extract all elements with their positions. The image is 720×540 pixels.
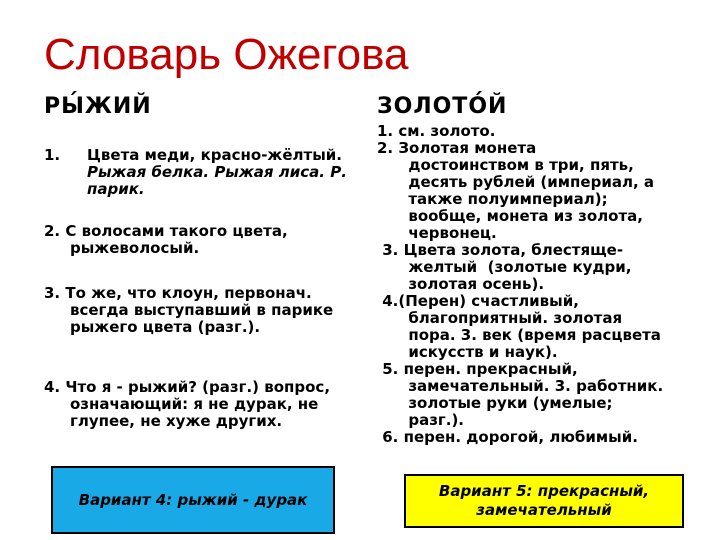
- right-line: желтый (золотые кудри,: [377, 258, 632, 276]
- variant4-label: Вариант 4: рыжий - дурак: [78, 491, 308, 509]
- right-line: искусств и наук).: [377, 343, 558, 361]
- left-item1-number: 1.: [44, 146, 61, 164]
- variant4-box: [51, 466, 335, 534]
- right-line: пора. 3. век (время расцвета: [377, 326, 661, 344]
- right-line: разг.).: [377, 411, 464, 429]
- right-line: 3. Цвета золота, блестяще-: [377, 241, 624, 259]
- variant5-label-line1: Вариант 5: прекрасный,: [438, 482, 650, 500]
- right-line: 2. Золотая монета: [377, 139, 537, 157]
- left-item1-plain: Цвета меди, красно-жёлтый.: [87, 146, 342, 164]
- left-item2: 2. С волосами такого цвета, рыжеволосый.: [44, 222, 288, 257]
- right-line: золотые руки (умелые;: [377, 394, 613, 412]
- right-heading: ЗОЛОТО́Й: [377, 94, 508, 119]
- left-item3: 3. То же, что клоун, первонач. всегда выступавший в парике рыжего цвета (разг.).: [44, 284, 334, 336]
- right-line: благоприятный. золотая: [377, 309, 623, 327]
- right-line: 5. перен. прекрасный,: [377, 360, 578, 378]
- left-heading: РЫ́ЖИЙ: [44, 94, 152, 119]
- right-line: замечательный. 3. работник.: [377, 377, 664, 395]
- variant5-label-line2: замечательный: [476, 501, 612, 519]
- page-title: Словарь Ожегова: [44, 30, 409, 79]
- left-item1: [87, 147, 347, 198]
- right-line: достоинством в три, пять,: [377, 156, 634, 174]
- right-definitions: [377, 123, 707, 446]
- right-line: золотая осень).: [377, 275, 545, 293]
- left-item4: 4. Что я - рыжий? (разг.) вопрос, означающий: я не дурак, не глупее, не хуже других.: [44, 378, 331, 430]
- right-line: 1. см. золото.: [377, 122, 496, 140]
- right-line: вообще, монета из золота,: [377, 207, 644, 225]
- variant5-box: [404, 474, 684, 528]
- right-line: червонец.: [377, 224, 497, 242]
- right-line: также полуимпериал);: [377, 190, 608, 208]
- right-line: десять рублей (империал, а: [377, 173, 654, 191]
- left-item1-examples: Рыжая белка. Рыжая лиса. Р. парик.: [87, 163, 347, 198]
- right-line: 4.(Перен) счастливый,: [377, 292, 579, 310]
- right-line: 6. перен. дорогой, любимый.: [377, 428, 638, 446]
